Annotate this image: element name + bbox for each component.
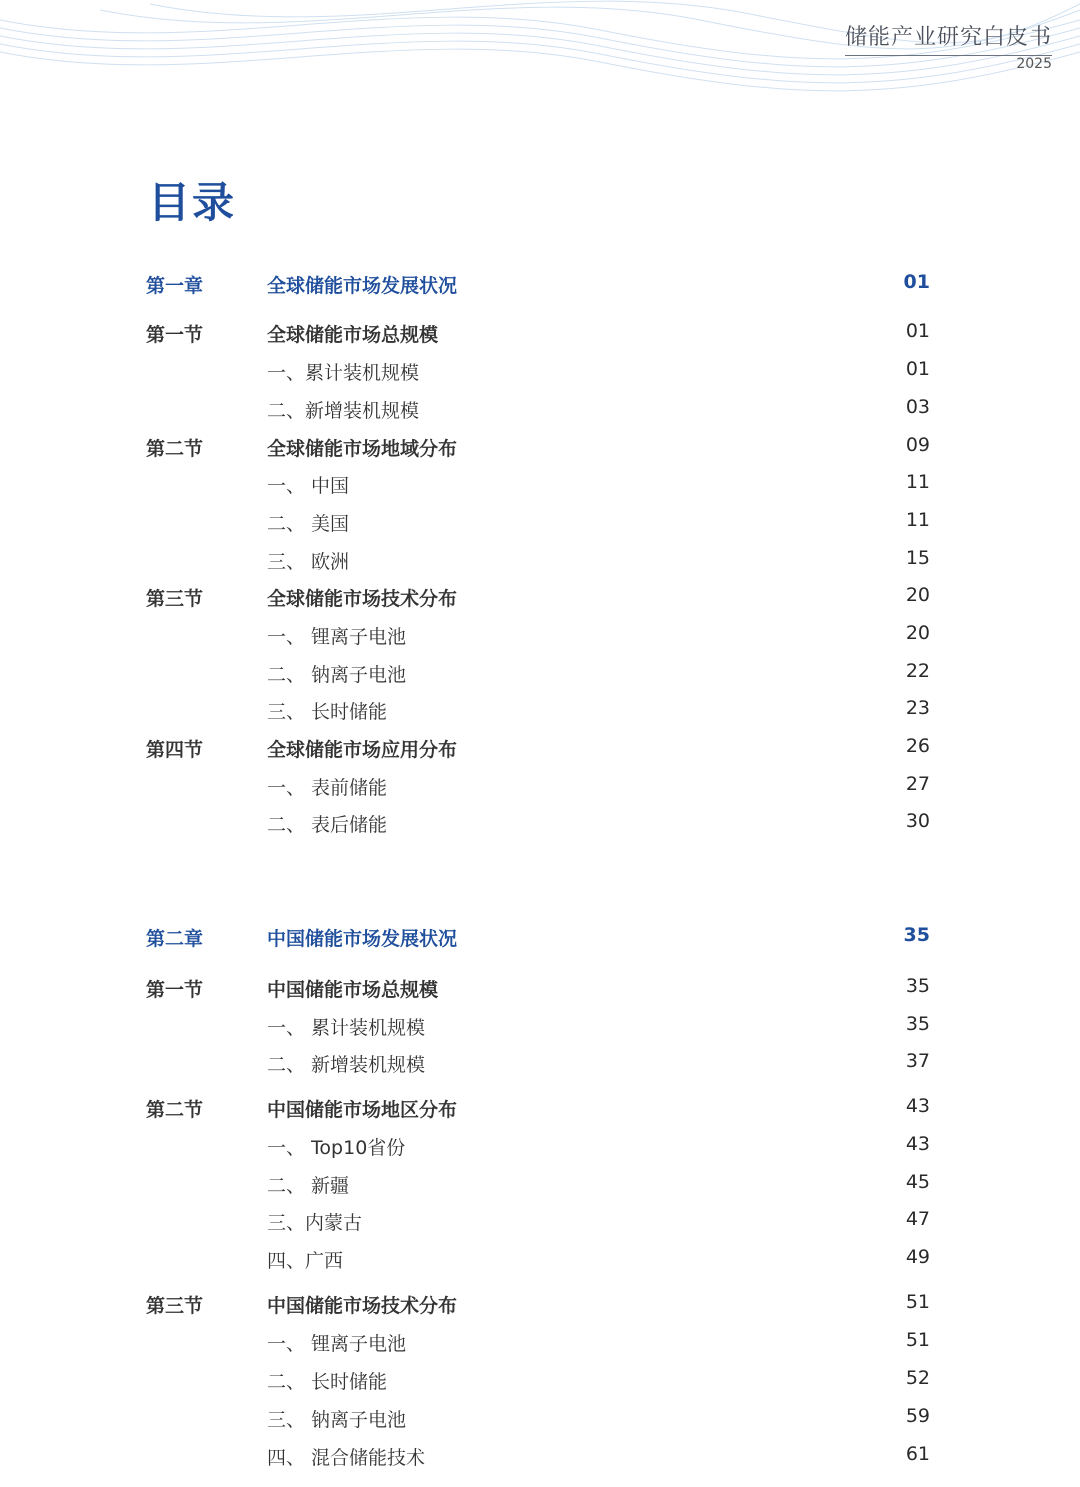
item-title: 一、 中国 (267, 475, 350, 497)
toc-section[interactable] (0, 1291, 1080, 1321)
section-page: 01 (905, 320, 930, 342)
item-page: 61 (905, 1443, 930, 1465)
toc-item[interactable] (0, 1367, 1080, 1397)
item-title: 一、 累计装机规模 (267, 1017, 426, 1039)
toc-item[interactable] (0, 1133, 1080, 1163)
toc-item[interactable] (0, 1208, 1080, 1238)
toc-item[interactable] (0, 622, 1080, 652)
toc-item[interactable] (0, 509, 1080, 539)
item-page: 03 (905, 396, 930, 418)
toc-item[interactable] (0, 660, 1080, 690)
item-title: 二、 新增装机规模 (267, 1054, 426, 1076)
section-title: 全球储能市场总规模 (267, 324, 439, 346)
section-label: 第二节 (146, 1099, 204, 1121)
toc-item[interactable] (0, 773, 1080, 803)
toc-chapter-2[interactable] (0, 924, 1080, 954)
section-label: 第四节 (146, 739, 204, 761)
section-title: 中国储能市场地区分布 (267, 1099, 458, 1121)
item-page: 20 (905, 622, 930, 644)
item-title: 一、 锂离子电池 (267, 1333, 407, 1355)
item-title: 二、 新疆 (267, 1175, 350, 1197)
item-title: 二、 表后储能 (267, 814, 388, 836)
toc-section[interactable] (0, 1095, 1080, 1125)
toc-item[interactable] (0, 547, 1080, 577)
toc-item[interactable] (0, 1171, 1080, 1201)
section-title: 全球储能市场地域分布 (267, 438, 458, 460)
document-year: 2025 (1016, 56, 1052, 72)
toc-item[interactable] (0, 396, 1080, 426)
item-title: 二、 钠离子电池 (267, 664, 407, 686)
toc-heading: 目录 (148, 178, 237, 227)
item-title: 二、 美国 (267, 513, 350, 535)
toc-section[interactable] (0, 434, 1080, 464)
chapter-label: 第一章 (146, 275, 204, 297)
item-title: 四、广西 (267, 1250, 344, 1272)
chapter-page: 01 (903, 271, 930, 293)
chapter-page: 35 (903, 924, 930, 946)
section-title: 中国储能市场总规模 (267, 979, 439, 1001)
item-title: 三、 钠离子电池 (267, 1409, 407, 1431)
section-page: 26 (905, 735, 930, 757)
toc-item[interactable] (0, 697, 1080, 727)
item-page: 15 (905, 547, 930, 569)
item-title: 一、累计装机规模 (267, 362, 420, 384)
toc-item[interactable] (0, 1405, 1080, 1435)
section-title: 中国储能市场技术分布 (267, 1295, 458, 1317)
toc-item[interactable] (0, 1050, 1080, 1080)
item-page: 01 (905, 358, 930, 380)
item-page: 43 (905, 1133, 930, 1155)
item-page: 27 (905, 773, 930, 795)
item-title: 三、内蒙古 (267, 1212, 363, 1234)
section-page: 20 (905, 584, 930, 606)
toc-item[interactable] (0, 358, 1080, 388)
toc-item[interactable] (0, 1246, 1080, 1276)
toc-section[interactable] (0, 735, 1080, 765)
section-label: 第三节 (146, 588, 204, 610)
section-page: 51 (905, 1291, 930, 1313)
toc-chapter-1[interactable] (0, 271, 1080, 301)
toc-item[interactable] (0, 1013, 1080, 1043)
section-page: 43 (905, 1095, 930, 1117)
toc-section[interactable] (0, 584, 1080, 614)
section-label: 第一节 (146, 324, 204, 346)
item-page: 22 (905, 660, 930, 682)
section-title: 全球储能市场技术分布 (267, 588, 458, 610)
toc-item[interactable] (0, 1329, 1080, 1359)
item-page: 35 (905, 1013, 930, 1035)
section-page: 35 (905, 975, 930, 997)
item-page: 11 (905, 471, 930, 493)
item-page: 23 (905, 697, 930, 719)
toc-item[interactable] (0, 1443, 1080, 1473)
item-title: 三、 长时储能 (267, 701, 388, 723)
toc-item[interactable] (0, 810, 1080, 840)
item-page: 30 (905, 810, 930, 832)
item-page: 59 (905, 1405, 930, 1427)
section-label: 第三节 (146, 1295, 204, 1317)
toc-section[interactable] (0, 975, 1080, 1005)
item-title: 四、 混合储能技术 (267, 1447, 426, 1469)
section-label: 第一节 (146, 979, 204, 1001)
item-title: 三、 欧洲 (267, 551, 350, 573)
item-page: 49 (905, 1246, 930, 1268)
item-page: 45 (905, 1171, 930, 1193)
item-title: 一、 锂离子电池 (267, 626, 407, 648)
item-page: 37 (905, 1050, 930, 1072)
item-page: 47 (905, 1208, 930, 1230)
section-title: 全球储能市场应用分布 (267, 739, 458, 761)
section-label: 第二节 (146, 438, 204, 460)
chapter-title: 全球储能市场发展状况 (267, 275, 458, 297)
item-page: 11 (905, 509, 930, 531)
chapter-title: 中国储能市场发展状况 (267, 928, 458, 950)
toc-item[interactable] (0, 471, 1080, 501)
chapter-label: 第二章 (146, 928, 204, 950)
item-title: 二、新增装机规模 (267, 400, 420, 422)
item-title: 一、 Top10省份 (267, 1137, 406, 1159)
section-page: 09 (905, 434, 930, 456)
item-title: 二、 长时储能 (267, 1371, 388, 1393)
toc-section[interactable] (0, 320, 1080, 350)
item-page: 52 (905, 1367, 930, 1389)
document-title: 储能产业研究白皮书 (845, 20, 1052, 56)
item-page: 51 (905, 1329, 930, 1351)
item-title: 一、 表前储能 (267, 777, 388, 799)
